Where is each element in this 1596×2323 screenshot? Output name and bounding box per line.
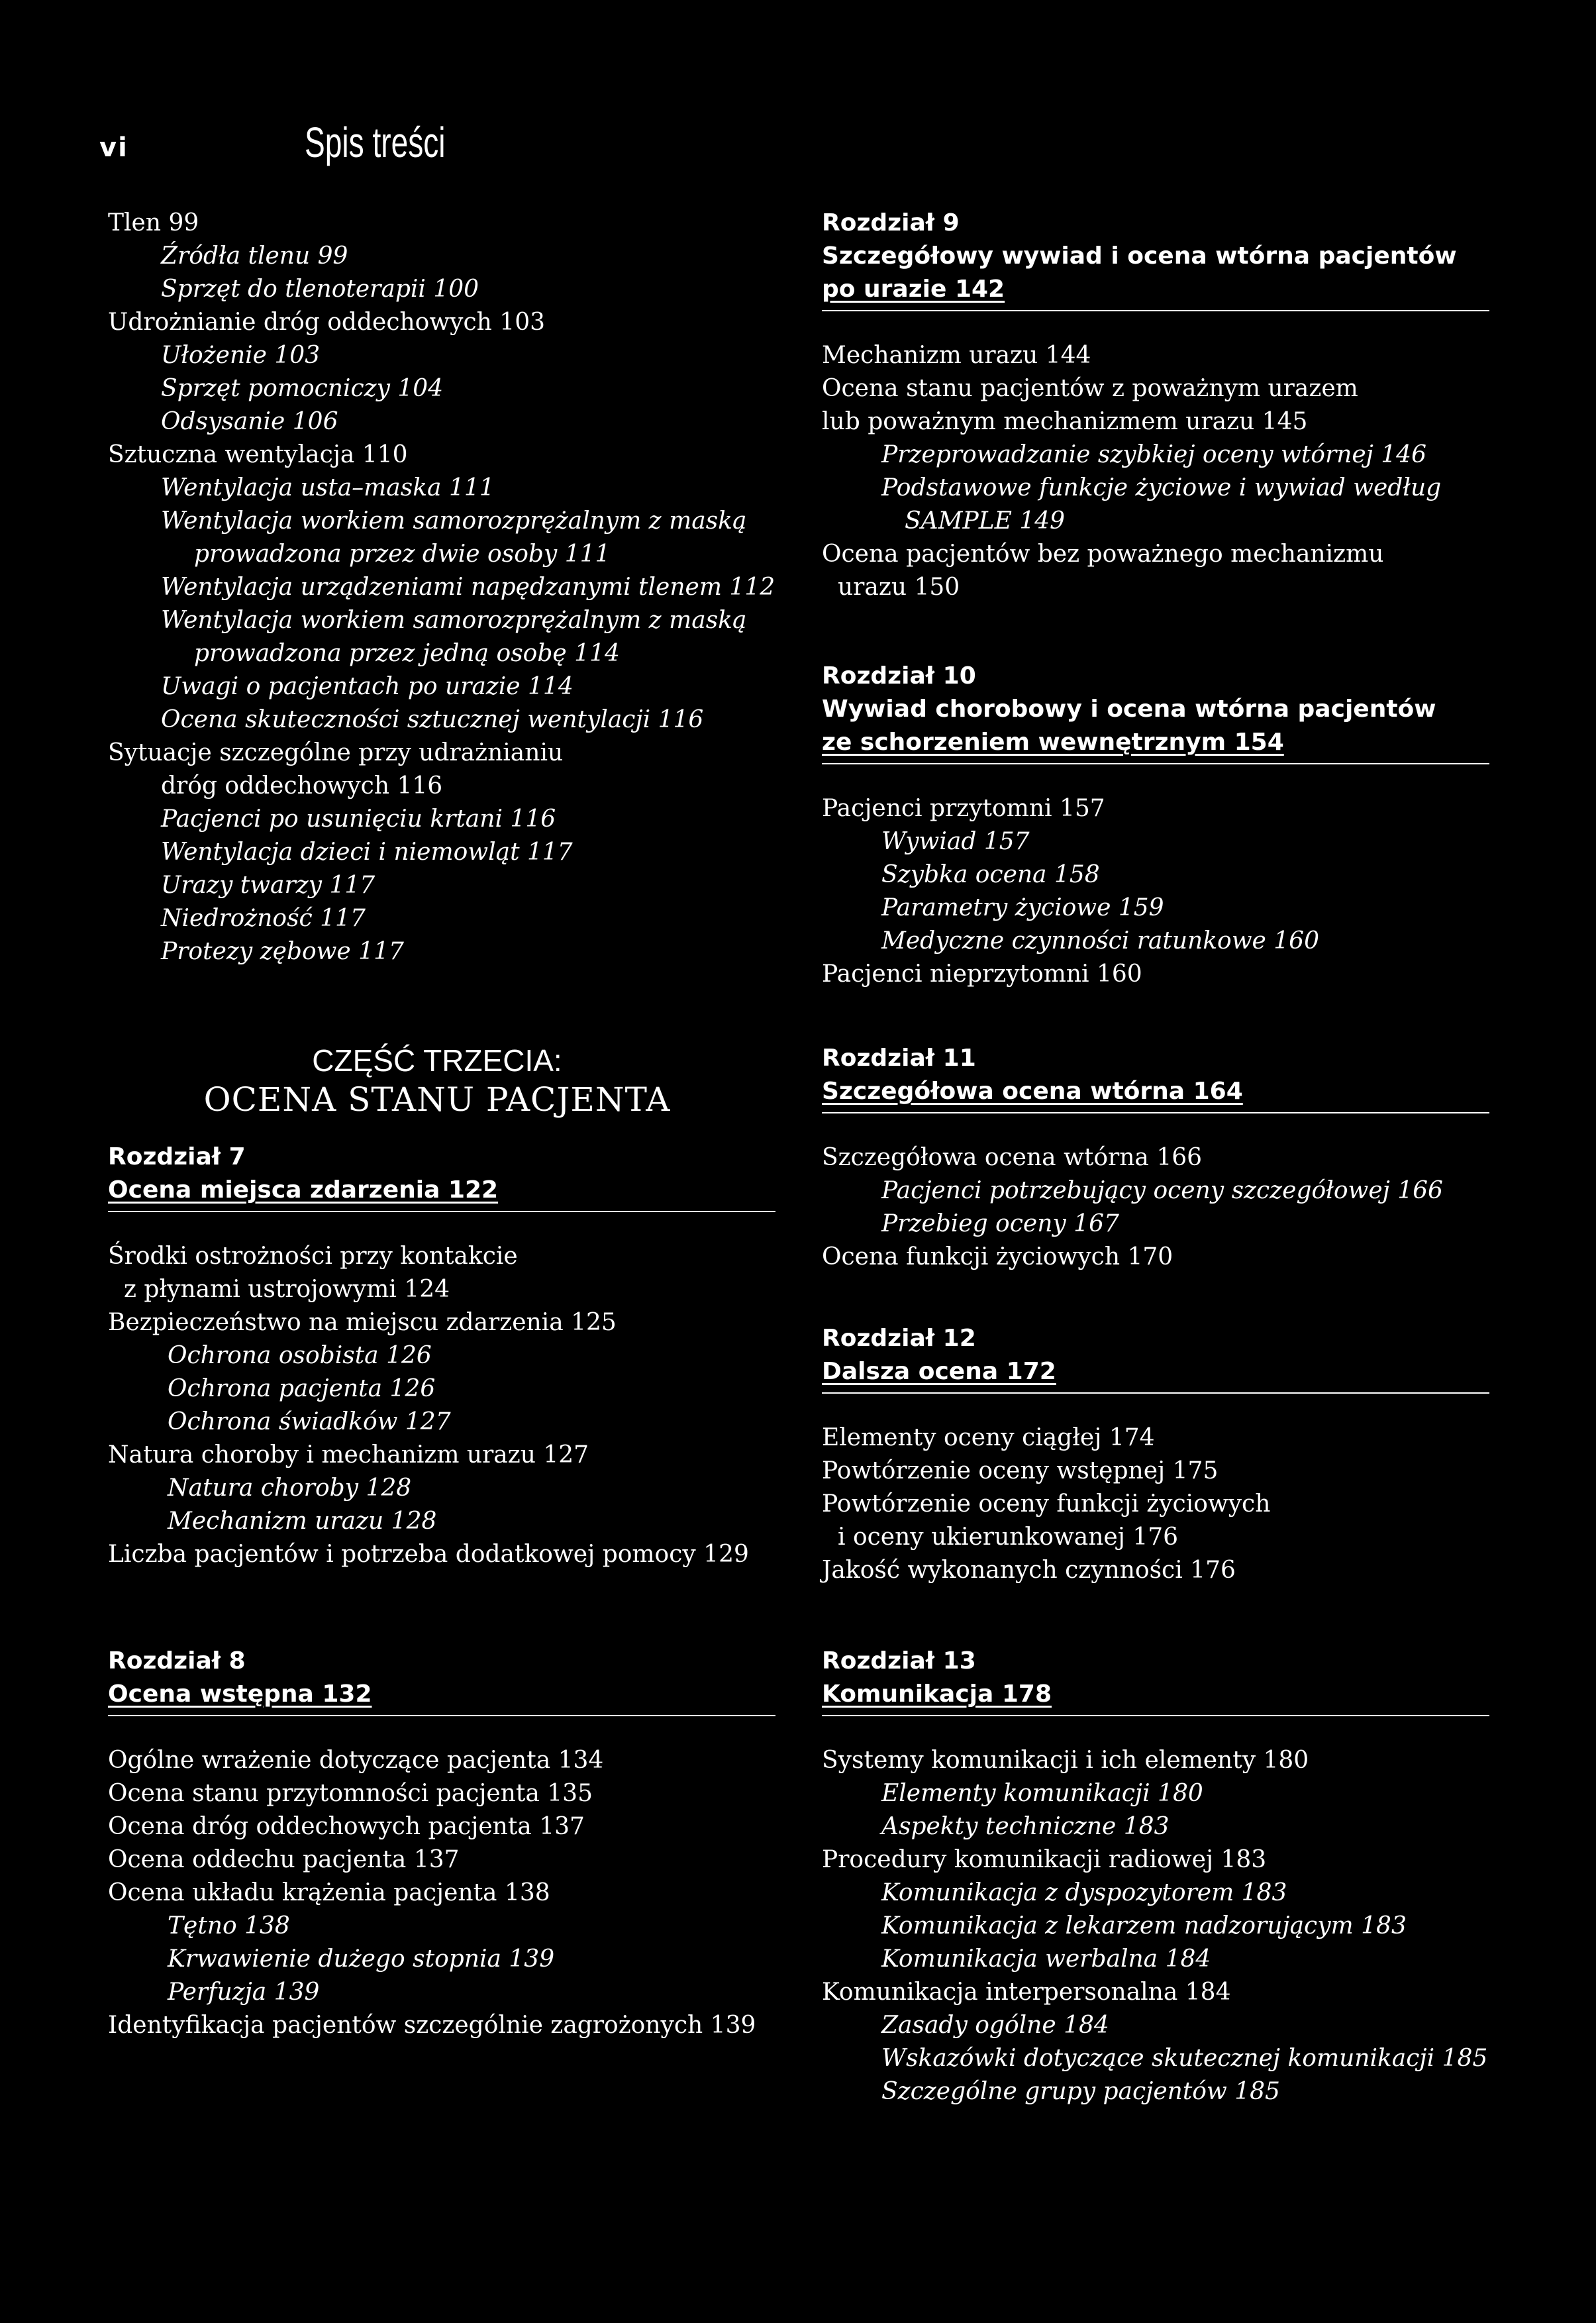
toc-entry[interactable]: Komunikacja interpersonalna 184 [822,1979,1231,2006]
toc-entry[interactable]: Środki ostrożności przy kontakcie [108,1243,518,1270]
toc-subentry[interactable]: Mechanizm urazu 128 [168,1508,437,1535]
toc-entry[interactable]: z płynami ustrojowymi 124 [124,1276,450,1303]
running-title: Spis treści [305,119,446,166]
chapter-title[interactable]: Ocena miejsca zdarzenia 122 [108,1176,499,1204]
chapter-label: Rozdział 9 [822,209,960,236]
toc-subentry[interactable]: Niedrożność 117 [161,905,366,932]
chapter-11 [822,1042,1497,1274]
toc-entry[interactable]: Ocena oddechu pacjenta 137 [108,1846,460,1873]
toc-subentry[interactable]: Zasady ogólne 184 [881,2012,1109,2039]
toc-subentry[interactable]: Komunikacja z lekarzem nadzorującym 183 [881,1912,1407,1939]
toc-entry[interactable]: Ocena dróg oddechowych pacjenta 137 [108,1813,585,1840]
toc-entry[interactable]: Pacjenci nieprzytomni 160 [822,960,1142,988]
toc-subentry[interactable]: Wentylacja urządzeniami napędzanymi tlenem 112 [161,574,775,601]
chapter-rule [822,763,1489,764]
toc-entry[interactable]: Systemy komunikacji i ich elementy 180 [822,1747,1309,1774]
chapter-items [822,792,1497,991]
toc-subentry[interactable]: Elementy komunikacji 180 [881,1780,1203,1807]
chapter-7 [108,1141,783,1571]
toc-subentry[interactable]: Przebieg oceny 167 [881,1210,1119,1237]
chapter-title[interactable]: Komunikacja 178 [822,1680,1052,1708]
chapter-rule [108,1211,775,1212]
toc-subentry[interactable]: prowadzona przez jedną osobę 114 [194,640,620,667]
toc-subentry[interactable]: Szczególne grupy pacjentów 185 [881,2078,1280,2105]
chapter-rule [822,1112,1489,1113]
part-subtitle: CZĘŚĆ TRZECIA: [312,1043,562,1078]
toc-entry[interactable]: Sztuczna wentylacja 110 [108,441,408,468]
chapter-items [108,1744,783,2042]
toc-subentry[interactable]: Urazy twarzy 117 [161,872,375,899]
chapter-13 [822,1645,1497,2108]
toc-subentry[interactable]: Źródła tlenu 99 [161,242,348,270]
toc-subentry[interactable]: Wywiad 157 [881,828,1030,855]
toc-subentry[interactable]: Parametry życiowe 159 [881,894,1164,921]
toc-subentry[interactable]: Komunikacja werbalna 184 [881,1945,1211,1973]
chapter-items [822,1421,1497,1587]
toc-entry[interactable]: Ocena stanu pacjentów z poważnym urazem [822,375,1358,402]
toc-entry[interactable]: urazu 150 [838,574,960,601]
toc-entry[interactable]: Ocena stanu przytomności pacjenta 135 [108,1780,593,1807]
chapter-8 [108,1645,783,2042]
toc-subentry[interactable]: Pacjenci po usunięciu krtani 116 [161,805,556,833]
toc-subentry[interactable]: Natura choroby 128 [168,1474,412,1502]
toc-subentry[interactable]: Krwawienie dużego stopnia 139 [168,1945,555,1973]
toc-subentry[interactable]: Pacjenci potrzebujący oceny szczegółowej 166 [881,1177,1443,1204]
chapter-rule [822,1392,1489,1394]
toc-entry[interactable]: Procedury komunikacji radiowej 183 [822,1846,1267,1873]
toc-list-part-two [108,207,783,968]
toc-subentry[interactable]: Szybka ocena 158 [881,861,1100,888]
toc-entry[interactable]: Ocena układu krążenia pacjenta 138 [108,1879,550,1906]
toc-subentry[interactable]: Ułożenie 103 [161,342,321,369]
toc-entry[interactable]: Szczegółowa ocena wtórna 166 [822,1144,1203,1171]
chapter-label: Rozdział 11 [822,1045,976,1072]
chapter-rule [108,1715,775,1716]
toc-entry[interactable]: Tlen 99 [108,209,199,236]
chapter-title-line2[interactable]: ze schorzeniem wewnętrznym 154 [822,729,1284,756]
part-heading [199,1042,675,1120]
toc-subentry[interactable]: Medyczne czynności ratunkowe 160 [881,927,1319,955]
chapter-title-line2[interactable]: po urazie 142 [822,276,1005,303]
toc-subentry[interactable]: Perfuzja 139 [168,1979,320,2006]
toc-subentry[interactable]: Wentylacja workiem samorozprężalnym z maską [161,507,747,535]
toc-entry[interactable]: Ocena funkcji życiowych 170 [822,1243,1173,1270]
chapter-label: Rozdział 7 [108,1143,246,1170]
toc-entry[interactable]: Powtórzenie oceny wstępnej 175 [822,1457,1219,1484]
chapter-items [108,1240,783,1571]
toc-entry[interactable]: Bezpieczeństwo na miejscu zdarzenia 125 [108,1309,617,1336]
toc-subentry[interactable]: Podstawowe funkcje życiowe i wywiad według [881,474,1442,501]
toc-subentry[interactable]: Przeprowadzanie szybkiej oceny wtórnej 146 [881,441,1426,468]
chapter-9 [822,207,1497,604]
toc-entry[interactable]: Pacjenci przytomni 157 [822,795,1105,822]
toc-entry[interactable]: Natura choroby i mechanizm urazu 127 [108,1441,589,1469]
left-column [108,207,783,968]
toc-subentry[interactable]: Ocena skuteczności sztucznej wentylacji 116 [161,706,704,733]
toc-entry[interactable]: Liczba pacjentów i potrzeba dodatkowej pomocy 129 [108,1541,749,1568]
chapter-title[interactable]: Szczegółowa ocena wtórna 164 [822,1078,1243,1105]
toc-entry[interactable]: Jakość wykonanych czynności 176 [822,1557,1236,1584]
chapter-rule [822,310,1489,311]
toc-subentry[interactable]: Uwagi o pacjentach po urazie 114 [161,673,574,700]
chapter-10 [822,660,1497,991]
toc-subentry[interactable]: Komunikacja z dyspozytorem 183 [881,1879,1287,1906]
toc-subentry[interactable]: SAMPLE 149 [905,507,1066,535]
toc-entry[interactable]: i oceny ukierunkowanej 176 [838,1523,1179,1551]
toc-subentry[interactable]: Protezy zębowe 117 [161,938,404,965]
page-number: vi [99,132,128,163]
toc-entry[interactable]: Mechanizm urazu 144 [822,342,1091,369]
chapter-12 [822,1322,1497,1587]
toc-subentry[interactable]: Ochrona świadków 127 [168,1408,451,1435]
chapter-title[interactable]: Ocena wstępna 132 [108,1680,372,1708]
part-title: OCENA STANU PACJENTA [203,1080,671,1119]
chapter-label: Rozdział 10 [822,662,976,690]
chapter-label: Rozdział 8 [108,1647,246,1675]
toc-subentry[interactable]: Wentylacja usta–maska 111 [161,474,495,501]
chapter-title-line1[interactable]: Szczegółowy wywiad i ocena wtórna pacjentów [822,242,1457,270]
toc-subentry[interactable]: Tętno 138 [168,1912,290,1939]
toc-entry[interactable]: Powtórzenie oceny funkcji życiowych [822,1490,1271,1518]
toc-entry[interactable]: Identyfikacja pacjentów szczególnie zagrożonych 139 [108,2012,756,2039]
toc-entry[interactable]: Udrożnianie dróg oddechowych 103 [108,309,546,336]
toc-subentry[interactable]: prowadzona przez dwie osoby 111 [194,541,611,568]
chapter-title[interactable]: Dalsza ocena 172 [822,1358,1056,1385]
chapter-items [822,1141,1497,1274]
toc-entry[interactable]: Sytuacje szczególne przy udrażnianiu [108,739,564,766]
toc-subentry[interactable]: dróg oddechowych 116 [161,772,443,800]
chapter-items [822,1744,1497,2108]
toc-entry[interactable]: Ogólne wrażenie dotyczące pacjenta 134 [108,1747,604,1774]
toc-entry[interactable]: Ocena pacjentów bez poważnego mechanizmu [822,541,1384,568]
toc-subentry[interactable]: Wentylacja workiem samorozprężalnym z maską [161,607,747,634]
toc-subentry[interactable]: Odsysanie 106 [161,408,338,435]
toc-subentry[interactable]: Sprzęt pomocniczy 104 [161,375,444,402]
toc-subentry[interactable]: Wskazówki dotyczące skutecznej komunikacji 185 [881,2045,1488,2072]
chapter-label: Rozdział 12 [822,1325,976,1352]
chapter-title-line1[interactable]: Wywiad chorobowy i ocena wtórna pacjentów [822,696,1436,723]
chapter-label: Rozdział 13 [822,1647,976,1675]
chapter-rule [822,1715,1489,1716]
toc-entry[interactable]: Elementy oceny ciągłej 174 [822,1424,1155,1451]
toc-subentry[interactable]: Sprzęt do tlenoterapii 100 [161,276,479,303]
chapter-items [822,339,1497,604]
toc-subentry[interactable]: Wentylacja dzieci i niemowląt 117 [161,839,573,866]
toc-subentry[interactable]: Ochrona osobista 126 [168,1342,432,1369]
toc-entry[interactable]: lub poważnym mechanizmem urazu 145 [822,408,1308,435]
toc-subentry[interactable]: Aspekty techniczne 183 [881,1813,1170,1840]
toc-subentry[interactable]: Ochrona pacjenta 126 [168,1375,436,1402]
